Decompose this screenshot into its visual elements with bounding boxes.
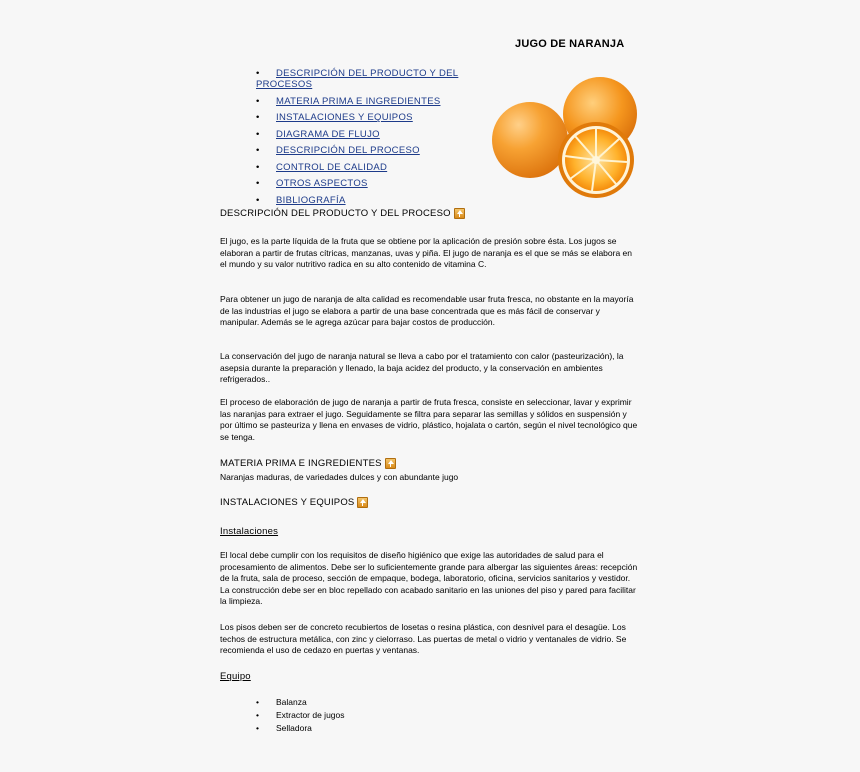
bullet: •	[256, 723, 259, 733]
section-heading-label: MATERIA PRIMA E INGREDIENTES	[220, 458, 382, 469]
table-of-contents	[256, 68, 476, 211]
list-item-label: Selladora	[276, 723, 312, 733]
paragraph: El proceso de elaboración de jugo de naranja a partir de fruta fresca, consiste en seleccionar, lavar y exprimir las naranjas para extraer el jugo. Seguidamente se filtra para separar las semillas y sólidos en suspensión y por último se pasteuriza y llena en envases de vidrio, plástico, hojalata o cartón, según el nivel tecnológico que se tenga.	[220, 397, 638, 442]
toc-item	[256, 162, 476, 173]
section-heading-materia	[220, 458, 640, 469]
bullet: •	[256, 68, 260, 79]
section-heading-descripcion	[220, 208, 640, 219]
bullet: •	[256, 145, 260, 156]
paragraph: El jugo, es la parte líquida de la fruta que se obtiene por la aplicación de presión sobre ésta. Los jugos se elaboran a partir de frutas cítricas, manzanas, uvas y piña. El jugo de naranja es el que se más se elabora en el mundo y su valor nutritivo radica en su alto contenido de vitamina C.	[220, 236, 633, 269]
section-heading-instalaciones	[220, 497, 640, 508]
list-item-label: Extractor de jugos	[276, 710, 345, 720]
section-heading-label: INSTALACIONES Y EQUIPOS	[220, 497, 355, 508]
toc-link-bibliografia[interactable]: BIBLIOGRAFÍA	[276, 194, 346, 206]
page-title: JUGO DE NARANJA	[515, 38, 625, 50]
bullet: •	[256, 95, 260, 107]
toc-link-control-calidad[interactable]: CONTROL DE CALIDAD	[276, 161, 388, 173]
toc-item	[256, 129, 476, 140]
bullet: •	[256, 178, 260, 189]
document-page	[220, 0, 640, 772]
toc-item	[256, 68, 476, 90]
list-item	[256, 709, 345, 722]
up-arrow-icon[interactable]	[454, 208, 465, 219]
bullet: •	[256, 128, 260, 140]
bullet: •	[256, 194, 260, 206]
oranges-image	[492, 76, 642, 202]
toc-item	[256, 145, 476, 156]
paragraph: Para obtener un jugo de naranja de alta calidad es recomendable usar fruta fresca, no obstante en la mayoría de las industrias el jugo se elabora a partir de una base concentrada que es más fácil de conservar y manipular. Además se le agrega azúcar para bajar costos de producción.	[220, 294, 634, 327]
toc-item	[256, 96, 476, 107]
toc-link-diagrama[interactable]: DIAGRAMA DE FLUJO	[276, 128, 380, 140]
equipment-list	[256, 696, 345, 735]
list-item	[256, 696, 345, 709]
subheading-instalaciones: Instalaciones	[220, 526, 279, 537]
toc-item	[256, 195, 476, 206]
bullet: •	[256, 697, 259, 707]
list-item-label: Balanza	[276, 697, 307, 707]
toc-link-instalaciones[interactable]: INSTALACIONES Y EQUIPOS	[276, 112, 413, 123]
toc-item	[256, 178, 476, 189]
toc-link-materia-prima[interactable]: MATERIA PRIMA E INGREDIENTES	[276, 95, 441, 107]
paragraph: Los pisos deben ser de concreto recubiertos de losetas o resina plástica, con desnivel para el desagüe. Los techos de estructura metálica, con zinc y cielorraso. Las puertas de metal o vidrio y ventanales de vidrio. Se recomienda el uso de cedazo en puertas y ventanas.	[220, 622, 627, 655]
toc-link-descripcion-proceso[interactable]: DESCRIPCIÓN DEL PROCESO	[276, 145, 420, 156]
paragraph: El local debe cumplir con los requisitos de diseño higiénico que exige las autoridades de salud para el procesamiento de alimentos. Debe ser lo suficientemente grande para albergar las siguientes áreas: recepción de la fruta, sala de proceso, sección de empaque, bodega, laboratorio, oficina, servicios sanitarios y vestidor. La construcción debe ser en bloc repellado con acabado sanitario en las uniones del piso y pared para facilitar la limpieza.	[220, 550, 638, 606]
paragraph: Naranjas maduras, de variedades dulces y con abundante jugo	[220, 472, 459, 482]
section-heading-label: DESCRIPCIÓN DEL PRODUCTO Y DEL PROCESO	[220, 208, 451, 219]
bullet: •	[256, 161, 260, 173]
toc-link-otros-aspectos[interactable]: OTROS ASPECTOS	[276, 178, 368, 189]
list-item	[256, 722, 345, 735]
subheading-equipo: Equipo	[220, 671, 251, 682]
bullet: •	[256, 710, 259, 720]
up-arrow-icon[interactable]	[357, 497, 368, 508]
toc-link-descripcion-producto[interactable]: DESCRIPCIÓN DEL PRODUCTO Y DEL PROCESOS	[256, 68, 459, 90]
toc-item	[256, 112, 476, 123]
paragraph: La conservación del jugo de naranja natural se lleva a cabo por el tratamiento con calor (pasteurización), la asepsia durante la preparación y llenado, la baja acidez del producto, y la conservación en ambientes refrigerados..	[220, 351, 624, 384]
up-arrow-icon[interactable]	[385, 458, 396, 469]
bullet: •	[256, 112, 260, 123]
